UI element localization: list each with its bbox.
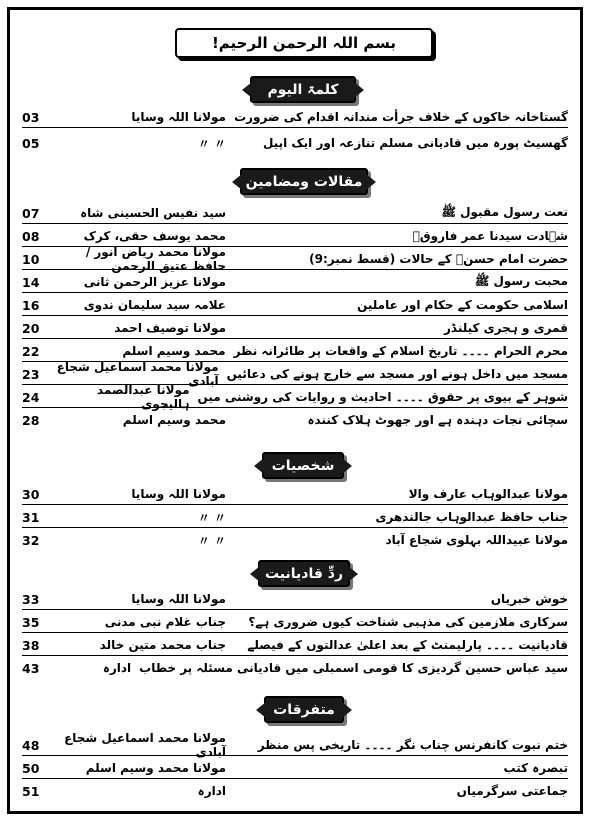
article-title: شوہر کے بیوی پر حقوق ۔۔۔۔ احادیث و روایات کی روشنی میں (197, 390, 568, 404)
page-number: 20 (22, 320, 40, 336)
article-title: سچائی نجات دہندہ ہے اور جھوٹ ہلاک کنندہ (307, 413, 568, 427)
page-number: 43 (22, 660, 40, 676)
author-name: جناب غلام نبی مدنی (104, 615, 226, 629)
toc-row[interactable] (22, 483, 568, 505)
article-title: تبصرہ کتب (503, 761, 568, 775)
article-title: قمری و ہجری کیلنڈر (443, 321, 568, 335)
article-title: خوش خبریاں (490, 592, 568, 606)
bismillah-text: بسم اللہ الرحمن الرحیم! (211, 34, 397, 52)
author-name: ادارہ (197, 784, 226, 798)
page-number: 03 (22, 109, 40, 125)
article-title: محبت رسول ﷺ (474, 273, 568, 288)
page-number: 38 (22, 637, 40, 653)
toc-row[interactable] (22, 225, 568, 247)
author-name: جناب محمد متین خالد (99, 638, 226, 652)
author-name: محمد یوسف حقی، کرک (83, 229, 226, 243)
article-title: مولانا عبیداللہ بہلوی شجاع آباد (385, 533, 568, 547)
author-name: سید نفیس الحسینی شاہ (80, 206, 226, 220)
bismillah-box (175, 28, 433, 58)
author-name: علامہ سید سلیمان ندوی (83, 298, 226, 312)
toc-row[interactable] (22, 611, 568, 633)
article-title: مولانا عبدالوہاب عارف والا (408, 487, 568, 501)
author-name: محمد وسیم اسلم (122, 344, 226, 358)
toc-row[interactable] (22, 317, 568, 339)
article-title: گھسیٹ پورہ میں قادیانی مسلم تنازعہ اور ایک اپیل (262, 136, 568, 150)
article-title: جناب حافظ عبدالوہاب جالندھری (375, 510, 568, 524)
article-title: ختم نبوت کانفرنس چناب نگر ۔۔۔۔ تاریخی پس منظر (257, 738, 568, 752)
author-name: مولانا توصیف احمد (114, 321, 226, 335)
toc-row[interactable] (22, 245, 568, 273)
page-number: 10 (22, 251, 40, 267)
author-name: 〃 〃 (197, 510, 226, 525)
section-heading: مقالات ومضامین (245, 173, 363, 190)
article-title: جماعتی سرگرمیاں (456, 784, 568, 798)
page-number: 16 (22, 297, 40, 313)
toc-row[interactable] (22, 657, 568, 679)
article-title: محرم الحرام ۔۔۔۔ تاریخ اسلام کے واقعات پر طائرانہ نظر (233, 344, 568, 358)
author-name: مولانا عبدالصمد ہالیجوی (97, 383, 190, 411)
toc-row[interactable] (22, 360, 568, 388)
toc-row[interactable] (22, 409, 568, 431)
toc-row[interactable] (22, 106, 568, 128)
page-number: 24 (22, 389, 40, 405)
author-name: مولانا عزیز الرحمن ثانی (83, 275, 226, 289)
toc-row[interactable] (22, 340, 568, 362)
page-number: 07 (22, 205, 40, 221)
page-number: 31 (22, 509, 40, 525)
toc-row[interactable] (22, 294, 568, 316)
page-number: 28 (22, 412, 40, 428)
page-number: 08 (22, 228, 40, 244)
page-number: 50 (22, 760, 40, 776)
section-banner (262, 452, 344, 479)
author-name: مولانا محمد وسیم اسلم (85, 761, 226, 775)
contents-page (7, 7, 583, 814)
author-name: مولانا محمد ریاض انور / حافظ عتیق الرحمن (85, 245, 226, 273)
article-title: قادیانیت ۔۔۔۔ پارلیمنٹ کے بعد اعلیٰ عدالتوں کے فیصلے (247, 638, 568, 652)
page-number: 35 (22, 614, 40, 630)
toc-row[interactable] (22, 731, 568, 759)
page-number: 32 (22, 532, 40, 548)
toc-row[interactable] (22, 634, 568, 656)
page-number: 05 (22, 135, 40, 151)
author-name: ادارہ (102, 661, 132, 675)
article-title: حضرت امام حسنؓ کے حالات (قسط نمبر:9) (309, 252, 568, 266)
author-name: مولانا محمد اسماعیل شجاع آبادی (64, 731, 226, 759)
section-heading: کلمۃ الیوم (267, 81, 339, 98)
author-name: محمد وسیم اسلم (122, 413, 226, 427)
article-title: سرکاری ملازمین کی مذہبی شناخت کیوں ضروری ہے؟ (248, 615, 568, 629)
section-banner (240, 168, 368, 195)
toc-row[interactable] (22, 529, 568, 551)
toc-row[interactable] (22, 588, 568, 610)
toc-row[interactable] (22, 271, 568, 293)
page-number: 22 (22, 343, 40, 359)
toc-row[interactable] (22, 780, 568, 802)
section-heading: متفرقات (273, 701, 335, 718)
author-name: 〃 〃 (197, 533, 226, 548)
article-title: نعت رسول مقبول ﷺ (441, 204, 568, 219)
page-number: 30 (22, 486, 40, 502)
toc-row[interactable] (22, 383, 568, 411)
author-name: مولانا محمد اسماعیل شجاع آبادی (56, 360, 219, 388)
section-heading: ردِّ قادیانیت (264, 565, 344, 582)
article-title: سید عباس حسین گردیزی کا قومی اسمبلی میں قادیانی مسئلہ پر خطاب (139, 661, 568, 675)
author-name: مولانا اللہ وسایا (131, 487, 226, 501)
toc-row[interactable] (22, 506, 568, 528)
section-banner (258, 560, 350, 587)
article-title: شہادت سیدنا عمر فاروقؓ (412, 229, 568, 243)
section-heading: شخصیات (271, 457, 335, 474)
page-number: 14 (22, 274, 40, 290)
toc-row[interactable] (22, 757, 568, 779)
page-number: 23 (22, 366, 40, 382)
toc-row[interactable] (22, 202, 568, 224)
section-banner (250, 76, 356, 103)
author-name: مولانا اللہ وسایا (131, 592, 226, 606)
page-number: 33 (22, 591, 40, 607)
section-banner (264, 696, 344, 723)
article-title: گستاخانہ خاکوں کے خلاف جرأت مندانہ اقدام کی ضرورت (234, 110, 568, 124)
author-name: 〃 〃 (197, 136, 226, 151)
page-number: 51 (22, 783, 40, 799)
toc-row[interactable] (22, 132, 568, 154)
page-number: 48 (22, 737, 40, 753)
article-title: اسلامی حکومت کے حکام اور عاملین (357, 298, 568, 312)
author-name: مولانا اللہ وسایا (131, 110, 226, 124)
article-title: مسجد میں داخل ہونے اور مسجد سے خارج ہونے کی دعائیں (226, 367, 568, 381)
